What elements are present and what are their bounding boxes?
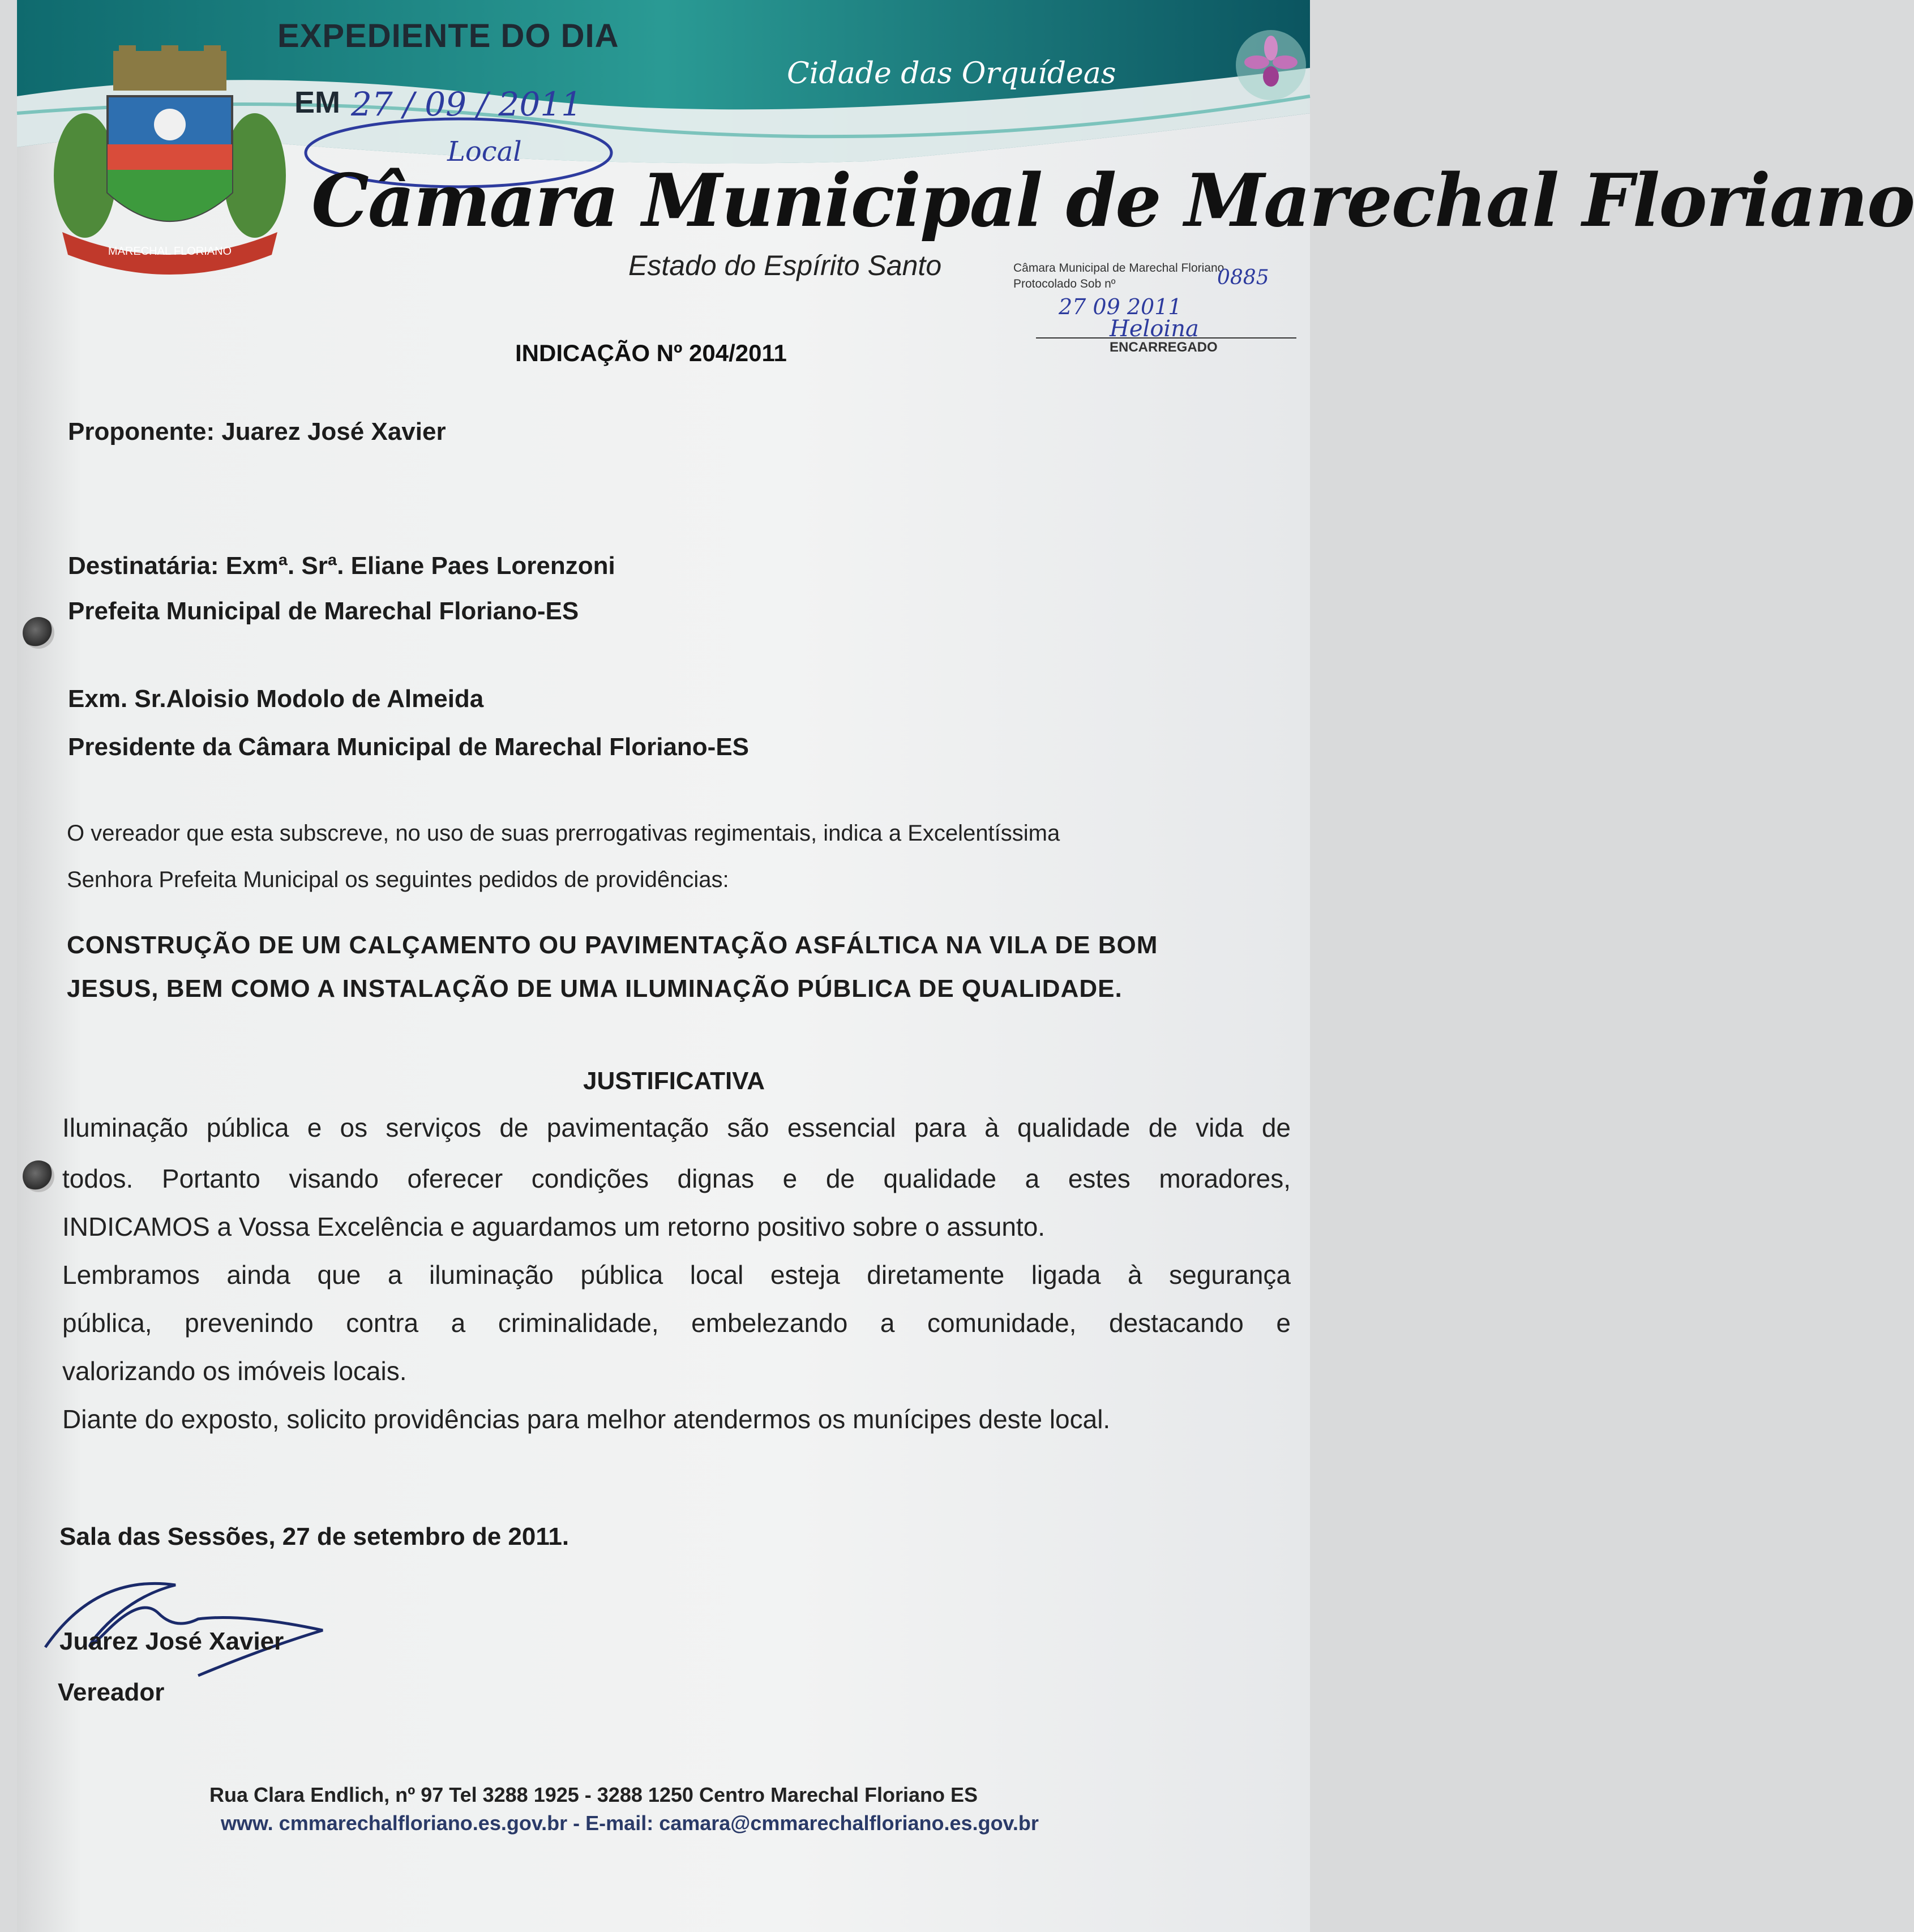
justificativa-line3: INDICAMOS a Vossa Excelência e aguardamos um retorno positivo sobre o assunto. xyxy=(62,1212,1046,1241)
signer-name: Juarez José Xavier xyxy=(59,1627,284,1655)
stamp-institution: Câmara Municipal de Marechal Floriano xyxy=(1013,262,1224,275)
stamp-number: 0885 xyxy=(1217,266,1269,289)
stamp-signature: Heloina xyxy=(1110,316,1199,342)
justificativa-heading: JUSTIFICATIVA xyxy=(583,1067,765,1095)
protocol-stamp xyxy=(1013,255,1308,357)
camara-title: Câmara Municipal de Marechal Floriano xyxy=(311,158,1914,243)
em-label: EM xyxy=(294,85,340,119)
estado-subtitle: Estado do Espírito Santo xyxy=(628,250,942,281)
handwritten-local: Local xyxy=(447,136,522,168)
punch-hole-bottom xyxy=(23,1160,54,1192)
request-line2: JESUS, BEM COMO A INSTALAÇÃO DE UMA ILUMINAÇÃO PÚBLICA DE QUALIDADE. xyxy=(67,975,1123,1003)
justificativa-line7: Diante do exposto, solicito providências para melhor atendermos os munícipes deste local. xyxy=(62,1404,1111,1434)
justificativa-line5: pública, prevenindo contra a criminalidade, embelezando a comunidade, destacando e xyxy=(62,1308,1291,1338)
justificativa-line1: Iluminação pública e os serviços de pavimentação são essencial para à qualidade de vida de xyxy=(62,1113,1291,1142)
stamp-line xyxy=(1036,337,1296,339)
justificativa-line2: todos. Portanto visando oferecer condições dignas e de qualidade a estes moradores, xyxy=(62,1164,1291,1193)
handwritten-expediente-date: 27 / 09 / 2011 xyxy=(351,85,583,123)
footer-web-email: www. cmmarechalfloriano.es.gov.br - E-mail: camara@cmmarechalfloriano.es.gov.br xyxy=(221,1811,1039,1835)
expediente-label: EXPEDIENTE DO DIA xyxy=(277,18,619,54)
proponente: Proponente: Juarez José Xavier xyxy=(68,418,446,445)
destinataria-line2: Prefeita Municipal de Marechal Floriano-ES xyxy=(68,597,579,625)
footer-address: Rua Clara Endlich, nº 97 Tel 3288 1925 - 3288 1250 Centro Marechal Floriano ES xyxy=(209,1783,978,1806)
exm-line1: Exm. Sr.Aloisio Modolo de Almeida xyxy=(68,685,484,713)
orchid-icon xyxy=(1234,23,1308,108)
cidade-slogan: Cidade das Orquídeas xyxy=(787,57,1116,91)
sala-das-sessoes: Sala das Sessões, 27 de setembro de 2011. xyxy=(59,1523,570,1550)
stamp-date: 27 09 2011 xyxy=(1059,294,1182,319)
punch-hole-top xyxy=(23,617,54,649)
justificativa-line4: Lembramos ainda que a iluminação pública local esteja diretamente ligada à segurança xyxy=(62,1260,1291,1290)
stamp-encarregado: ENCARREGADO xyxy=(1110,340,1218,355)
destinataria-line1: Destinatária: Exmª. Srª. Eliane Paes Lorenzoni xyxy=(68,552,615,580)
stamp-protocol-label: Protocolado Sob nº xyxy=(1013,277,1116,290)
signer-role: Vereador xyxy=(58,1678,165,1706)
document-page xyxy=(17,0,1914,1932)
justificativa-line6: valorizando os imóveis locais. xyxy=(62,1356,407,1386)
document-title: INDICAÇÃO Nº 204/2011 xyxy=(515,340,787,366)
exm-line2: Presidente da Câmara Municipal de Marechal Floriano-ES xyxy=(68,733,750,761)
municipal-crest-logo xyxy=(51,45,289,283)
request-line1: CONSTRUÇÃO DE UM CALÇAMENTO OU PAVIMENTAÇÃO ASFÁLTICA NA VILA DE BOM xyxy=(67,931,1158,959)
intro-line1: O vereador que esta subscreve, no uso de suas prerrogativas regimentais, indica a Excelentíssima xyxy=(67,821,1060,846)
intro-line2: Senhora Prefeita Municipal os seguintes pedidos de providências: xyxy=(67,867,729,892)
signature-mark xyxy=(28,1562,345,1687)
crest-ribbon-text: MARECHAL FLORIANO xyxy=(108,245,232,258)
